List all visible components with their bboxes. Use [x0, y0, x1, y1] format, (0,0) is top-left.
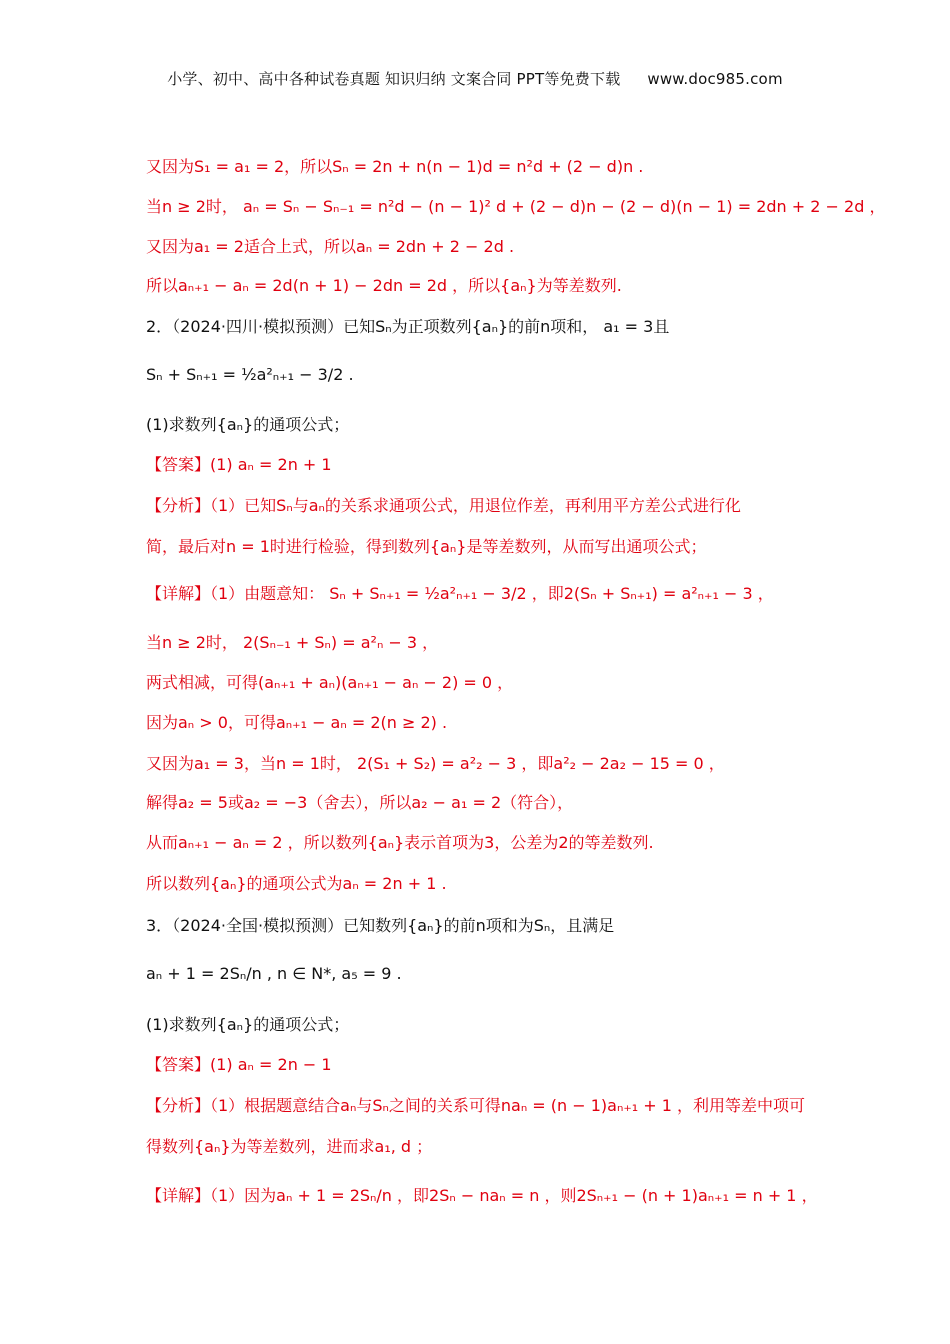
text-line-q2-l1: 2．（2024·四川·模拟预测）已知Sₙ为正项数列{aₙ}的前n项和， a₁ = 3且 [146, 317, 670, 336]
text-line-q2-l14: 所以数列{aₙ}的通项公式为aₙ = 2n + 1 . [146, 874, 447, 893]
text-line-q3-l5: 【分析】（1）根据题意结合aₙ与Sₙ之间的关系可得naₙ = (n − 1)aₙ₊₁ + 1 ，利用等差中项可 [146, 1096, 806, 1115]
text-line-p1-l2: 当n ≥ 2时， aₙ = Sₙ − Sₙ₋₁ = n²d − (n − 1)² d + (2 − d)n − (2 − d)(n − 1) = 2dn + 2 − 2d ， [146, 197, 886, 216]
text-line-q2-l9: 两式相减，可得(aₙ₊₁ + aₙ)(aₙ₊₁ − aₙ − 2) = 0 ， [146, 673, 514, 692]
text-line-q3-l2: aₙ + 1 = 2Sₙ/n , n ∈ N*, a₅ = 9 . [146, 964, 402, 983]
text-line-q3-l7: 【详解】（1）因为aₙ + 1 = 2Sₙ/n ，即2Sₙ − naₙ = n ，则2Sₙ₊₁ − (n + 1)aₙ₊₁ = n + 1 ， [146, 1186, 818, 1205]
text-line-p1-l3: 又因为a₁ = 2适合上式，所以aₙ = 2dn + 2 − 2d . [146, 237, 515, 256]
text-line-q3-l6: 得数列{aₙ}为等差数列，进而求a₁, d ； [146, 1137, 433, 1156]
text-line-q2-l11: 又因为a₁ = 3，当n = 1时， 2(S₁ + S₂) = a²₂ − 3 ，即a²₂ − 2a₂ − 15 = 0 ， [146, 754, 725, 773]
text-line-q2-l6: 简，最后对n = 1时进行检验，得到数列{aₙ}是等差数列，从而写出通项公式； [146, 537, 707, 556]
header-text: 小学、初中、高中各种试卷真题 知识归纳 文案合同 PPT等免费下载 [167, 70, 621, 88]
text-line-q2-l2: Sₙ + Sₙ₊₁ = ½a²ₙ₊₁ − 3/2 . [146, 365, 354, 384]
text-line-p1-l1: 又因为S₁ = a₁ = 2，所以Sₙ = 2n + n(n − 1)d = n²d + (2 − d)n . [146, 157, 644, 176]
text-line-q2-l3: (1)求数列{aₙ}的通项公式； [146, 415, 350, 434]
text-line-p1-l4: 所以aₙ₊₁ − aₙ = 2d(n + 1) − 2dn = 2d ，所以{aₙ}为等差数列. [146, 276, 622, 295]
text-line-q2-l10: 因为aₙ > 0，可得aₙ₊₁ − aₙ = 2(n ≥ 2) . [146, 713, 448, 732]
page-header [0, 68, 950, 89]
text-line-q3-l4: 【答案】(1) aₙ = 2n − 1 [146, 1055, 332, 1074]
text-line-q2-l12: 解得a₂ = 5或a₂ = −3（舍去），所以a₂ − a₁ = 2（符合）， [146, 793, 574, 812]
text-line-q2-l7: 【详解】（1）由题意知： Sₙ + Sₙ₊₁ = ½a²ₙ₊₁ − 3/2 ，即2(Sₙ + Sₙ₊₁) = a²ₙ₊₁ − 3 ， [146, 584, 774, 603]
header-site-link[interactable]: www.doc985.com [647, 70, 783, 88]
text-line-q2-l13: 从而aₙ₊₁ − aₙ = 2 ，所以数列{aₙ}表示首项为3，公差为2的等差数列. [146, 833, 654, 852]
text-line-q2-l5: 【分析】（1）已知Sₙ与aₙ的关系求通项公式，用退位作差，再利用平方差公式进行化 [146, 496, 741, 515]
text-line-q2-l8: 当n ≥ 2时， 2(Sₙ₋₁ + Sₙ) = a²ₙ − 3 ， [146, 633, 439, 652]
text-line-q3-l1: 3．（2024·全国·模拟预测）已知数列{aₙ}的前n项和为Sₙ，且满足 [146, 916, 615, 935]
text-line-q2-l4: 【答案】(1) aₙ = 2n + 1 [146, 455, 332, 474]
text-line-q3-l3: (1)求数列{aₙ}的通项公式； [146, 1015, 350, 1034]
